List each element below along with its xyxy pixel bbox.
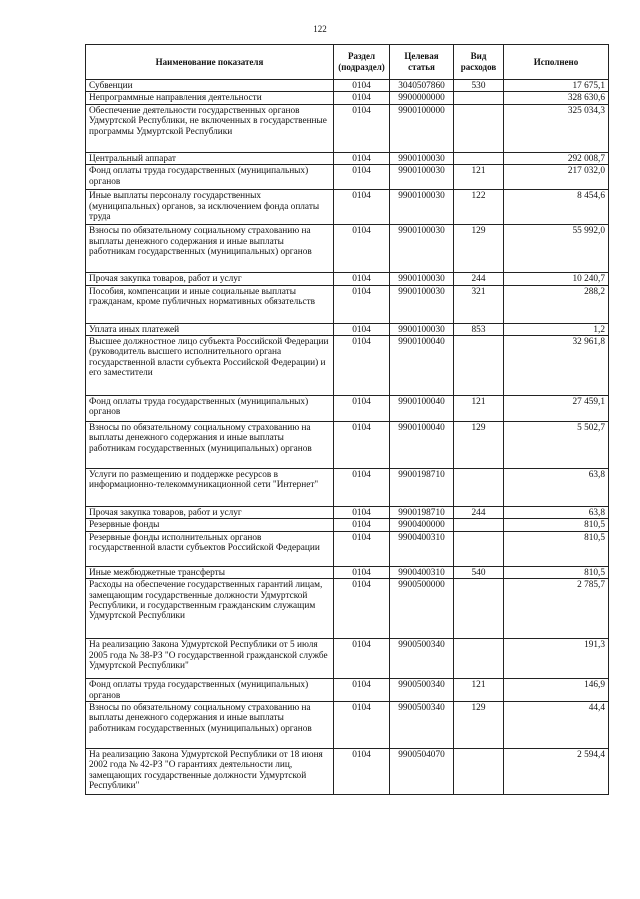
cell-section: 0104 xyxy=(334,285,390,323)
header-amount: Исполнено xyxy=(504,45,609,80)
cell-target: 9900500340 xyxy=(390,639,454,679)
cell-target: 9900100030 xyxy=(390,225,454,273)
cell-name: Резервные фонды xyxy=(86,519,334,531)
cell-section: 0104 xyxy=(334,336,390,396)
cell-section: 0104 xyxy=(334,104,390,152)
cell-expense xyxy=(454,531,504,566)
cell-section: 0104 xyxy=(334,749,390,795)
cell-section: 0104 xyxy=(334,531,390,566)
cell-name: Иные межбюджетные трансферты xyxy=(86,566,334,578)
table-row xyxy=(86,531,609,566)
cell-section: 0104 xyxy=(334,639,390,679)
cell-expense xyxy=(454,152,504,164)
cell-name: Иные выплаты персоналу государственных (муниципальных) органов, за исключением фонда оплаты труда xyxy=(86,190,334,225)
cell-section: 0104 xyxy=(334,422,390,469)
cell-target: 9900100040 xyxy=(390,336,454,396)
cell-target: 9900198710 xyxy=(390,507,454,519)
cell-amount: 5 502,7 xyxy=(504,422,609,469)
cell-amount: 288,2 xyxy=(504,285,609,323)
cell-expense: 321 xyxy=(454,285,504,323)
header-section: Раздел (подраздел) xyxy=(334,45,390,80)
cell-section: 0104 xyxy=(334,152,390,164)
cell-amount: 10 240,7 xyxy=(504,273,609,285)
table-row xyxy=(86,519,609,531)
cell-amount: 1,2 xyxy=(504,323,609,335)
cell-target: 9900400310 xyxy=(390,566,454,578)
cell-amount: 810,5 xyxy=(504,519,609,531)
cell-amount: 17 675,1 xyxy=(504,80,609,92)
table-header-row xyxy=(86,45,609,80)
cell-target: 9900400000 xyxy=(390,519,454,531)
cell-amount: 328 630,6 xyxy=(504,92,609,104)
cell-section: 0104 xyxy=(334,273,390,285)
cell-expense: 244 xyxy=(454,507,504,519)
cell-name: Прочая закупка товаров, работ и услуг xyxy=(86,507,334,519)
cell-target: 9900504070 xyxy=(390,749,454,795)
table-row xyxy=(86,422,609,469)
cell-target: 9900198710 xyxy=(390,469,454,507)
cell-name: Взносы по обязательному социальному страхованию на выплаты денежного содержания и иные выплаты работникам государственных (муниципальных) органов xyxy=(86,702,334,749)
cell-name: Фонд оплаты труда государственных (муниципальных) органов xyxy=(86,679,334,702)
cell-amount: 217 032,0 xyxy=(504,165,609,190)
cell-section: 0104 xyxy=(334,80,390,92)
table-row xyxy=(86,165,609,190)
table-row xyxy=(86,579,609,639)
cell-name: Фонд оплаты труда государственных (муниципальных) органов xyxy=(86,165,334,190)
cell-target: 9900100000 xyxy=(390,104,454,152)
cell-amount: 44,4 xyxy=(504,702,609,749)
cell-expense: 121 xyxy=(454,679,504,702)
cell-name: Центральный аппарат xyxy=(86,152,334,164)
cell-name: На реализацию Закона Удмуртской Республики от 5 июля 2005 года № 38-РЗ "О государственной гражданской службе Удмуртской Республики" xyxy=(86,639,334,679)
cell-name: Фонд оплаты труда государственных (муниципальных) органов xyxy=(86,396,334,422)
cell-amount: 292 008,7 xyxy=(504,152,609,164)
cell-section: 0104 xyxy=(334,702,390,749)
expenditure-table xyxy=(85,44,609,795)
cell-expense: 129 xyxy=(454,225,504,273)
cell-expense: 129 xyxy=(454,422,504,469)
cell-name: Взносы по обязательному социальному страхованию на выплаты денежного содержания и иные выплаты работникам государственных (муниципальных) органов xyxy=(86,225,334,273)
cell-section: 0104 xyxy=(334,469,390,507)
cell-target: 9900100030 xyxy=(390,273,454,285)
cell-target: 9900500340 xyxy=(390,702,454,749)
cell-expense xyxy=(454,336,504,396)
cell-name: Резервные фонды исполнительных органов государственной власти субъектов Российской Федерации xyxy=(86,531,334,566)
cell-target: 9900100030 xyxy=(390,190,454,225)
cell-name: Высшее должностное лицо субъекта Российской Федерации (руководитель высшего исполнительного органа государственной власти субъекта Российской Федерации) и его заместители xyxy=(86,336,334,396)
table-row xyxy=(86,749,609,795)
cell-amount: 8 454,6 xyxy=(504,190,609,225)
table-row xyxy=(86,469,609,507)
cell-section: 0104 xyxy=(334,190,390,225)
cell-amount: 810,5 xyxy=(504,566,609,578)
cell-expense xyxy=(454,104,504,152)
cell-amount: 2 594,4 xyxy=(504,749,609,795)
cell-expense: 129 xyxy=(454,702,504,749)
cell-section: 0104 xyxy=(334,519,390,531)
cell-target: 9900100040 xyxy=(390,396,454,422)
cell-target: 9900100030 xyxy=(390,285,454,323)
cell-expense xyxy=(454,92,504,104)
cell-expense: 540 xyxy=(454,566,504,578)
table-row xyxy=(86,507,609,519)
cell-section: 0104 xyxy=(334,579,390,639)
cell-name: Услуги по размещению и поддержке ресурсов в информационно-телекоммуникационной сети "Интернет" xyxy=(86,469,334,507)
table-row xyxy=(86,702,609,749)
cell-amount: 325 034,3 xyxy=(504,104,609,152)
table-row xyxy=(86,639,609,679)
table-row xyxy=(86,679,609,702)
cell-amount: 191,3 xyxy=(504,639,609,679)
cell-target: 9900400310 xyxy=(390,531,454,566)
cell-name: Прочая закупка товаров, работ и услуг xyxy=(86,273,334,285)
table-row xyxy=(86,190,609,225)
table-row xyxy=(86,152,609,164)
cell-expense: 121 xyxy=(454,396,504,422)
cell-expense xyxy=(454,579,504,639)
cell-name: На реализацию Закона Удмуртской Республики от 18 июня 2002 года № 42-РЗ "О гарантиях деятельности лиц, замещающих государственные должности Удмуртской Республики" xyxy=(86,749,334,795)
cell-name: Расходы на обеспечение государственных гарантий лицам, замещающим государственные должности Удмуртской Республики, и государственным гражданским служащим Удмуртской Республики xyxy=(86,579,334,639)
table-row xyxy=(86,80,609,92)
page-number: 122 xyxy=(313,24,327,34)
table-row xyxy=(86,285,609,323)
table-row xyxy=(86,225,609,273)
table-row xyxy=(86,273,609,285)
cell-name: Непрограммные направления деятельности xyxy=(86,92,334,104)
cell-amount: 63,8 xyxy=(504,469,609,507)
cell-amount: 810,5 xyxy=(504,531,609,566)
cell-name: Взносы по обязательному социальному страхованию на выплаты денежного содержания и иные выплаты работникам государственных (муниципальных) органов xyxy=(86,422,334,469)
cell-expense: 122 xyxy=(454,190,504,225)
cell-amount: 2 785,7 xyxy=(504,579,609,639)
header-name: Наименование показателя xyxy=(86,45,334,80)
cell-expense xyxy=(454,639,504,679)
table-row xyxy=(86,92,609,104)
cell-target: 9900100030 xyxy=(390,165,454,190)
cell-section: 0104 xyxy=(334,679,390,702)
table-row xyxy=(86,323,609,335)
cell-target: 9900000000 xyxy=(390,92,454,104)
cell-section: 0104 xyxy=(334,323,390,335)
table-body xyxy=(86,80,609,795)
cell-name: Уплата иных платежей xyxy=(86,323,334,335)
cell-section: 0104 xyxy=(334,566,390,578)
cell-name: Обеспечение деятельности государственных органов Удмуртской Республики, не включенных в государственные программы Удмуртской Республики xyxy=(86,104,334,152)
cell-amount: 146,9 xyxy=(504,679,609,702)
cell-target: 9900100030 xyxy=(390,323,454,335)
cell-expense: 853 xyxy=(454,323,504,335)
cell-section: 0104 xyxy=(334,507,390,519)
cell-target: 9900500000 xyxy=(390,579,454,639)
cell-name: Пособия, компенсации и иные социальные выплаты гражданам, кроме публичных нормативных обязательств xyxy=(86,285,334,323)
cell-expense: 244 xyxy=(454,273,504,285)
cell-target: 9900500340 xyxy=(390,679,454,702)
cell-target: 9900100040 xyxy=(390,422,454,469)
cell-expense: 530 xyxy=(454,80,504,92)
cell-expense xyxy=(454,469,504,507)
cell-amount: 63,8 xyxy=(504,507,609,519)
cell-name: Субвенции xyxy=(86,80,334,92)
table-row xyxy=(86,336,609,396)
header-target: Целевая статья xyxy=(390,45,454,80)
cell-expense xyxy=(454,749,504,795)
table-row xyxy=(86,104,609,152)
cell-expense xyxy=(454,519,504,531)
table-row xyxy=(86,566,609,578)
cell-section: 0104 xyxy=(334,92,390,104)
cell-target: 3040507860 xyxy=(390,80,454,92)
cell-section: 0104 xyxy=(334,165,390,190)
cell-amount: 55 992,0 xyxy=(504,225,609,273)
table-row xyxy=(86,396,609,422)
cell-amount: 27 459,1 xyxy=(504,396,609,422)
header-expense: Вид расходов xyxy=(454,45,504,80)
cell-target: 9900100030 xyxy=(390,152,454,164)
cell-section: 0104 xyxy=(334,225,390,273)
cell-expense: 121 xyxy=(454,165,504,190)
cell-amount: 32 961,8 xyxy=(504,336,609,396)
cell-section: 0104 xyxy=(334,396,390,422)
